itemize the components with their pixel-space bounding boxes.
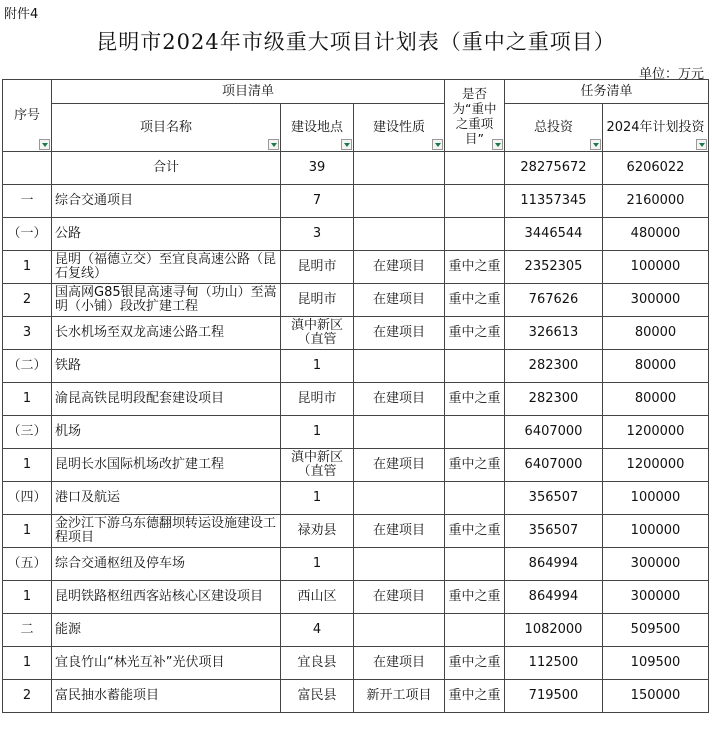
table-row	[3, 251, 709, 284]
header-location-label: 建设地点	[290, 119, 343, 135]
filter-dropdown-icon[interactable]	[432, 139, 443, 150]
key-flag-cell	[445, 185, 505, 218]
location-cell: 7	[281, 185, 354, 218]
attachment-label: 附件4	[4, 7, 39, 22]
project-name-cell: 昆明（福德立交）至宜良高速公路（昆石复线）	[52, 251, 281, 284]
plan-2024-cell: 300000	[603, 284, 709, 317]
serial-cell: （四）	[3, 482, 52, 515]
nature-cell: 新开工项目	[354, 680, 445, 713]
location-cell: 1	[281, 548, 354, 581]
key-flag-cell: 重中之重	[445, 251, 505, 284]
serial-cell: 1	[3, 515, 52, 548]
total-investment-cell: 767626	[505, 284, 603, 317]
nature-cell: 在建项目	[354, 284, 445, 317]
location-cell: 4	[281, 614, 354, 647]
key-flag-cell	[445, 614, 505, 647]
table-row	[3, 647, 709, 680]
project-name-cell: 铁路	[52, 350, 281, 383]
key-flag-cell: 重中之重	[445, 383, 505, 416]
plan-2024-cell: 80000	[603, 383, 709, 416]
header-serial	[3, 80, 52, 152]
plan-2024-cell: 2160000	[603, 185, 709, 218]
table-row	[3, 185, 709, 218]
plan-2024-cell: 480000	[603, 218, 709, 251]
key-flag-cell: 重中之重	[445, 680, 505, 713]
header-location	[281, 104, 354, 152]
total-investment-cell: 6407000	[505, 449, 603, 482]
serial-cell: 2	[3, 284, 52, 317]
key-flag-cell: 重中之重	[445, 449, 505, 482]
filter-dropdown-icon[interactable]	[39, 139, 50, 150]
project-name-cell: 金沙江下游乌东德翻坝转运设施建设工程项目	[52, 515, 281, 548]
project-name-cell: 合计	[52, 152, 281, 185]
plan-2024-cell: 109500	[603, 647, 709, 680]
key-flag-cell: 重中之重	[445, 284, 505, 317]
table-row	[3, 350, 709, 383]
filter-dropdown-icon[interactable]	[696, 139, 707, 150]
header-project-name	[52, 104, 281, 152]
project-name-cell: 国高网G85银昆高速寻甸（功山）至嵩明（小铺）段改扩建工程	[52, 284, 281, 317]
serial-cell: 1	[3, 383, 52, 416]
serial-cell: 二	[3, 614, 52, 647]
key-flag-cell	[445, 218, 505, 251]
serial-cell: 2	[3, 680, 52, 713]
nature-cell: 在建项目	[354, 647, 445, 680]
total-investment-cell: 864994	[505, 548, 603, 581]
table-row	[3, 383, 709, 416]
project-name-cell: 昆明铁路枢纽西客站核心区建设项目	[52, 581, 281, 614]
table-row	[3, 581, 709, 614]
total-investment-cell: 28275672	[505, 152, 603, 185]
plan-2024-cell: 100000	[603, 251, 709, 284]
nature-cell: 在建项目	[354, 317, 445, 350]
plan-2024-cell: 80000	[603, 317, 709, 350]
project-name-cell: 长水机场至双龙高速公路工程	[52, 317, 281, 350]
total-investment-cell: 326613	[505, 317, 603, 350]
project-name-cell: 昆明长水国际机场改扩建工程	[52, 449, 281, 482]
header-plan-2024-label: 2024年计划投资	[606, 119, 705, 135]
nature-cell	[354, 185, 445, 218]
serial-cell	[3, 152, 52, 185]
project-name-cell: 渝昆高铁昆明段配套建设项目	[52, 383, 281, 416]
key-flag-cell: 重中之重	[445, 317, 505, 350]
table-row	[3, 218, 709, 251]
key-flag-cell: 重中之重	[445, 581, 505, 614]
nature-cell	[354, 548, 445, 581]
nature-cell	[354, 350, 445, 383]
project-name-cell: 综合交通项目	[52, 185, 281, 218]
table-row	[3, 614, 709, 647]
header-plan-2024	[603, 104, 709, 152]
project-name-cell: 机场	[52, 416, 281, 449]
total-investment-cell: 11357345	[505, 185, 603, 218]
nature-cell: 在建项目	[354, 449, 445, 482]
table-row	[3, 515, 709, 548]
key-flag-cell: 重中之重	[445, 515, 505, 548]
location-cell: 39	[281, 152, 354, 185]
project-name-cell: 宜良竹山“林光互补”光伏项目	[52, 647, 281, 680]
location-cell: 宜良县	[281, 647, 354, 680]
header-key-flag	[445, 80, 505, 152]
key-flag-cell	[445, 548, 505, 581]
plan-2024-cell: 100000	[603, 515, 709, 548]
serial-cell: （一）	[3, 218, 52, 251]
table-row	[3, 416, 709, 449]
nature-cell	[354, 416, 445, 449]
table-row	[3, 680, 709, 713]
key-flag-cell	[445, 482, 505, 515]
header-project-name-label: 项目名称	[139, 119, 192, 135]
nature-cell: 在建项目	[354, 581, 445, 614]
key-flag-cell	[445, 416, 505, 449]
location-cell: 禄劝县	[281, 515, 354, 548]
plan-2024-cell: 300000	[603, 581, 709, 614]
key-flag-cell	[445, 350, 505, 383]
header-total-investment-label: 总投资	[533, 119, 573, 135]
serial-cell: （三）	[3, 416, 52, 449]
serial-cell: 1	[3, 581, 52, 614]
project-name-cell: 能源	[52, 614, 281, 647]
header-project-list: 项目清单	[52, 80, 445, 104]
header-key-flag-label: 是否为“重中之重项目”	[452, 85, 497, 146]
location-cell: 滇中新区（直管	[281, 449, 354, 482]
filter-dropdown-icon[interactable]	[492, 139, 503, 150]
plan-2024-cell: 6206022	[603, 152, 709, 185]
serial-cell: 1	[3, 449, 52, 482]
filter-dropdown-icon[interactable]	[590, 139, 601, 150]
total-investment-cell: 2352305	[505, 251, 603, 284]
plan-2024-cell: 80000	[603, 350, 709, 383]
location-cell: 1	[281, 416, 354, 449]
serial-cell: 1	[3, 647, 52, 680]
total-investment-cell: 3446544	[505, 218, 603, 251]
serial-cell: （五）	[3, 548, 52, 581]
table-row	[3, 284, 709, 317]
plan-2024-cell: 509500	[603, 614, 709, 647]
project-table	[2, 79, 709, 713]
table-row	[3, 548, 709, 581]
serial-cell: 3	[3, 317, 52, 350]
location-cell: 昆明市	[281, 284, 354, 317]
key-flag-cell: 重中之重	[445, 647, 505, 680]
header-nature-label: 建设性质	[372, 119, 425, 135]
filter-dropdown-icon[interactable]	[268, 139, 279, 150]
table-row	[3, 449, 709, 482]
header-nature	[354, 104, 445, 152]
location-cell: 3	[281, 218, 354, 251]
header-task-list: 任务清单	[505, 80, 709, 104]
total-investment-cell: 356507	[505, 515, 603, 548]
unit-label: 单位：万元	[638, 67, 704, 82]
plan-2024-cell: 100000	[603, 482, 709, 515]
header-serial-label: 序号	[13, 107, 40, 123]
total-investment-cell: 112500	[505, 647, 603, 680]
total-investment-cell: 356507	[505, 482, 603, 515]
table-row	[3, 317, 709, 350]
table-row	[3, 152, 709, 185]
filter-dropdown-icon[interactable]	[341, 139, 352, 150]
total-investment-cell: 282300	[505, 350, 603, 383]
nature-cell	[354, 218, 445, 251]
total-investment-cell: 719500	[505, 680, 603, 713]
project-name-cell: 公路	[52, 218, 281, 251]
total-investment-cell: 282300	[505, 383, 603, 416]
location-cell: 昆明市	[281, 383, 354, 416]
location-cell: 昆明市	[281, 251, 354, 284]
plan-2024-cell: 150000	[603, 680, 709, 713]
project-name-cell: 港口及航运	[52, 482, 281, 515]
serial-cell: 1	[3, 251, 52, 284]
page-title: 昆明市2024年市级重大项目计划表（重中之重项目）	[96, 30, 616, 54]
location-cell: 西山区	[281, 581, 354, 614]
location-cell: 1	[281, 482, 354, 515]
project-name-cell: 富民抽水蓄能项目	[52, 680, 281, 713]
nature-cell: 在建项目	[354, 383, 445, 416]
location-cell: 富民县	[281, 680, 354, 713]
total-investment-cell: 864994	[505, 581, 603, 614]
table-row	[3, 482, 709, 515]
nature-cell	[354, 614, 445, 647]
plan-2024-cell: 1200000	[603, 416, 709, 449]
location-cell: 1	[281, 350, 354, 383]
nature-cell: 在建项目	[354, 251, 445, 284]
total-investment-cell: 6407000	[505, 416, 603, 449]
total-investment-cell: 1082000	[505, 614, 603, 647]
location-cell: 滇中新区（直管	[281, 317, 354, 350]
header-total-investment	[505, 104, 603, 152]
plan-2024-cell: 1200000	[603, 449, 709, 482]
plan-2024-cell: 300000	[603, 548, 709, 581]
serial-cell: 一	[3, 185, 52, 218]
project-name-cell: 综合交通枢纽及停车场	[52, 548, 281, 581]
serial-cell: （二）	[3, 350, 52, 383]
nature-cell: 在建项目	[354, 515, 445, 548]
nature-cell	[354, 152, 445, 185]
nature-cell	[354, 482, 445, 515]
key-flag-cell	[445, 152, 505, 185]
